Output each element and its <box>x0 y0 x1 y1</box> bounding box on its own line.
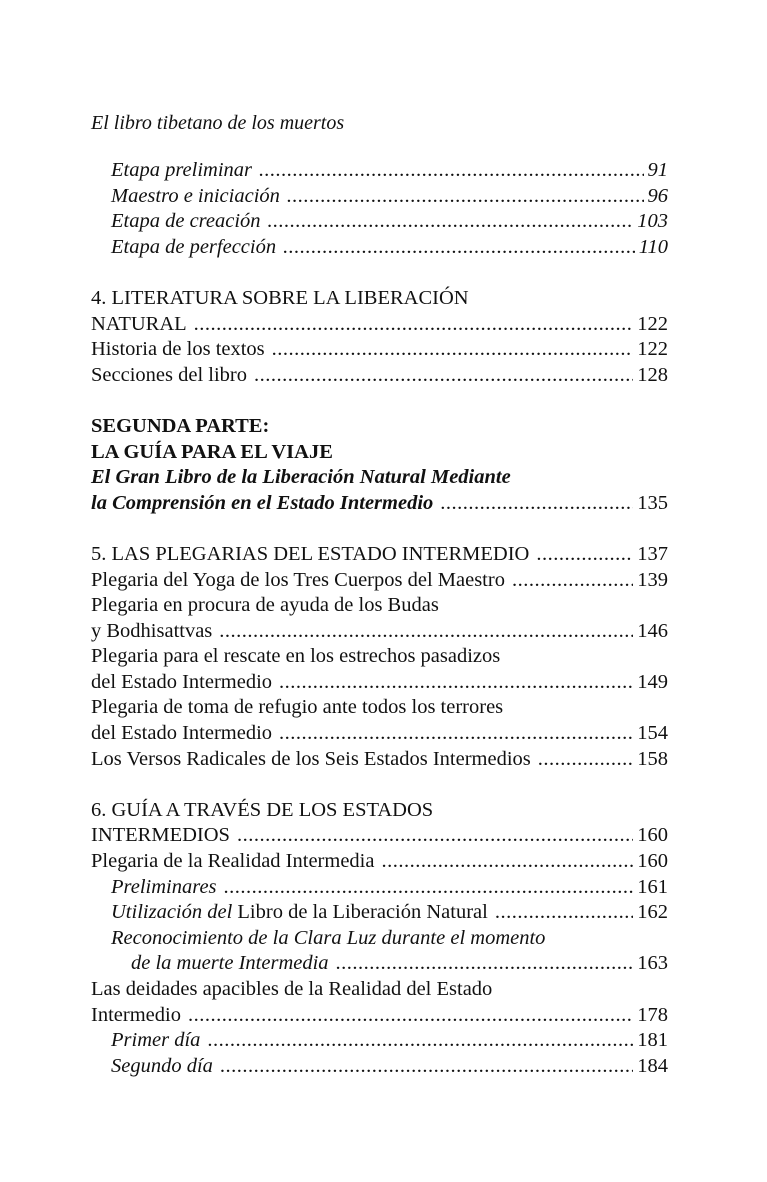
toc-entry-title-cont: Intermedio <box>91 1003 181 1026</box>
chapter-title-cont: NATURAL <box>91 312 187 335</box>
toc-entry <box>91 363 668 389</box>
dot-leader <box>512 568 633 594</box>
toc-entry-page: 122 <box>637 312 668 335</box>
toc-entry-page: 160 <box>637 850 668 873</box>
toc-entry-title: Etapa preliminar <box>111 159 253 181</box>
toc-entry-title: Preliminares <box>111 875 217 898</box>
toc-entry <box>91 184 668 210</box>
toc-entry-title <box>111 900 488 926</box>
toc-entry-page: 149 <box>637 670 668 693</box>
toc-entry <box>91 747 668 773</box>
toc-entry <box>91 721 668 747</box>
toc-entry-page: 103 <box>637 210 668 233</box>
dot-leader <box>259 158 643 184</box>
toc-entry-page: 110 <box>638 235 668 258</box>
part-subtitle-cont: la Comprensión en el Estado Intermedio <box>91 491 434 514</box>
toc-entry <box>91 312 668 338</box>
toc-entry-title: Plegaria para el rescate en los estrechos pasadizos <box>91 645 501 668</box>
toc-entry <box>91 951 668 977</box>
toc-entry <box>91 1028 668 1054</box>
part-label: SEGUNDA PARTE: <box>91 414 270 437</box>
dot-leader <box>188 1003 633 1029</box>
toc-entry-page: 178 <box>637 1003 668 1026</box>
dot-leader <box>279 670 633 696</box>
toc-entry-title-cont: del Estado Intermedio <box>91 722 273 745</box>
part-title: LA GUÍA PARA EL VIAJE <box>91 440 333 463</box>
toc-entry-title-cont: de la muerte Intermedia <box>131 952 329 975</box>
running-head: El libro tibetano de los muertos <box>91 112 345 134</box>
dot-leader <box>279 721 633 747</box>
dot-leader <box>287 184 644 210</box>
toc-entry <box>91 1054 668 1080</box>
toc-entry-page: 162 <box>637 901 668 924</box>
dot-leader <box>219 619 633 645</box>
toc-entry-page: 96 <box>647 184 668 207</box>
title-italic-part: Utilización del <box>111 901 233 924</box>
toc-entry-title: Etapa de creación <box>111 210 261 233</box>
toc-entry-page: 135 <box>637 491 668 514</box>
toc-entry-page: 137 <box>637 542 668 565</box>
toc-entry <box>91 619 668 645</box>
toc-entry <box>91 900 668 926</box>
toc-entry-title: Reconocimiento de la Clara Luz durante el momento <box>111 926 546 949</box>
chapter-title: 5. LAS PLEGARIAS DEL ESTADO INTERMEDIO <box>91 542 530 565</box>
dot-leader <box>283 235 635 261</box>
toc-entry <box>91 235 668 261</box>
dot-leader <box>224 875 634 901</box>
toc-entry-title-cont: del Estado Intermedio <box>91 670 273 693</box>
toc-entry <box>91 491 668 517</box>
toc-entry-title: Plegaria de toma de refugio ante todos los terrores <box>91 696 504 719</box>
toc-entry-title: Secciones del libro <box>91 363 247 386</box>
dot-leader <box>207 1028 633 1054</box>
dot-leader <box>268 209 634 235</box>
toc-entry-page: 154 <box>637 722 668 745</box>
toc-entry-page: 139 <box>637 568 668 591</box>
toc-entry-title: Segundo día <box>111 1054 213 1077</box>
toc-entry <box>91 849 668 875</box>
dot-leader <box>254 363 633 389</box>
toc-entry <box>91 823 668 849</box>
dot-leader <box>495 900 633 926</box>
toc-entry-page: 122 <box>637 338 668 361</box>
dot-leader <box>440 491 633 517</box>
toc-entry <box>91 158 668 184</box>
toc-entry-title: Primer día <box>111 1029 201 1052</box>
toc-entry-page: 163 <box>637 952 668 975</box>
dot-leader <box>237 823 633 849</box>
toc-entry-page: 146 <box>637 619 668 642</box>
toc-entry-title: Maestro e iniciación <box>111 184 280 207</box>
dot-leader <box>538 747 634 773</box>
dot-leader <box>536 542 633 568</box>
toc-entry-page: 128 <box>637 363 668 386</box>
toc-entry-page: 158 <box>637 747 668 770</box>
toc-entry <box>91 209 668 235</box>
toc-entry <box>91 542 668 568</box>
toc-entry <box>91 670 668 696</box>
chapter-title: 4. LITERATURA SOBRE LA LIBERACIÓN <box>91 286 469 309</box>
toc-entry-title: Las deidades apacibles de la Realidad del Estado <box>91 978 493 1000</box>
dot-leader <box>336 951 634 977</box>
toc-entry <box>91 337 668 363</box>
table-of-contents <box>91 158 668 1079</box>
dot-leader <box>381 849 633 875</box>
chapter-title-cont: INTERMEDIOS <box>91 824 230 847</box>
toc-entry-title: Los Versos Radicales de los Seis Estados Intermedios <box>91 747 531 770</box>
title-roman-part: Libro de la Liberación Natural <box>237 901 488 924</box>
toc-entry <box>91 1003 668 1029</box>
toc-entry-title: Plegaria del Yoga de los Tres Cuerpos del Maestro <box>91 568 505 591</box>
toc-entry-page: 181 <box>637 1029 668 1052</box>
dot-leader <box>272 337 634 363</box>
toc-entry <box>91 568 668 594</box>
toc-entry-title-cont: y Bodhisattvas <box>91 619 213 642</box>
part-subtitle: El Gran Libro de la Liberación Natural Mediante <box>91 466 511 489</box>
toc-entry-page: 160 <box>637 824 668 847</box>
toc-entry-page: 91 <box>647 159 668 181</box>
dot-leader <box>220 1054 633 1080</box>
toc-entry-title: Plegaria en procura de ayuda de los Budas <box>91 594 439 617</box>
toc-entry <box>91 875 668 901</box>
chapter-title: 6. GUÍA A TRAVÉS DE LOS ESTADOS <box>91 798 434 821</box>
toc-entry-page: 184 <box>637 1054 668 1077</box>
toc-entry-title: Plegaria de la Realidad Intermedia <box>91 850 375 873</box>
toc-entry-title: Etapa de perfección <box>111 235 277 258</box>
toc-entry-title: Historia de los textos <box>91 338 265 361</box>
dot-leader <box>194 312 634 338</box>
toc-entry-page: 161 <box>637 875 668 898</box>
